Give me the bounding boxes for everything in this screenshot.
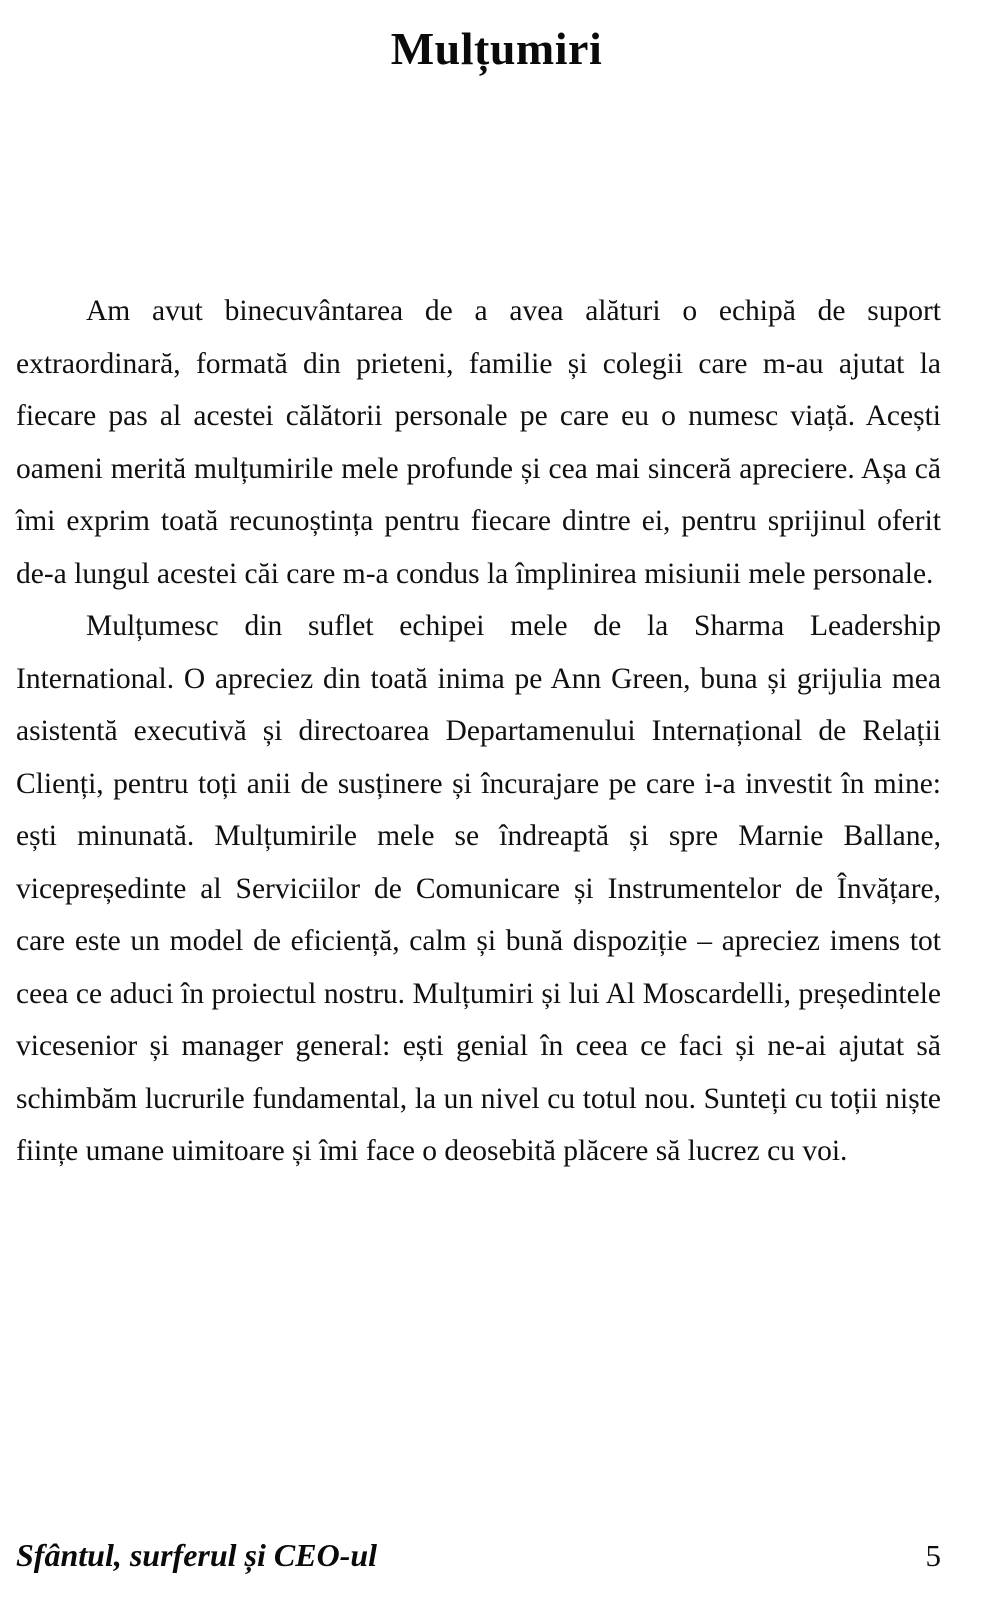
page-footer: [16, 1537, 941, 1574]
footer-book-title: Sfântul, surferul și CEO-ul: [16, 1537, 378, 1573]
footer-page-number: 5: [925, 1538, 941, 1573]
page-title: Mulțumiri: [390, 23, 603, 74]
body-text: [16, 285, 941, 1178]
paragraph-acknowledgments-1: Am avut binecuvântarea de a avea alături o echipă de suport extraordinară, formată din prieteni, familie și colegii care m-au ajutat la fiecare pas al acestei călătorii personale pe care eu o numesc viață. Acești oameni merită mulțumirile mele profunde și cea mai sinceră apreciere. Așa că îmi exprim toată recunoștința pentru fiecare dintre ei, pentru sprijinul oferit de-a lungul acestei căi care m-a condus la împlinirea misiunii mele personale.: [16, 295, 941, 590]
paragraph-acknowledgments-2: Mulțumesc din suflet echipei mele de la Sharma Leadership International. O apreciez din toată inima pe Ann Green, buna și grijulia mea asistentă executivă și directoarea Departamenului Internațional de Relații Clienți, pentru toți anii de susținere și încurajare pe care i-a investit în mine: ești minunată. Mulțumirile mele se îndreaptă și spre Marnie Ballane, vicepreședinte al Serviciilor de Comunicare și Instrumentelor de Învățare, care este un model de eficiență, calm și bună dispoziție – apreciez imens tot ceea ce aduci în proiectul nostru. Mulțumiri și lui Al Moscardelli, președintele vicesenior și manager general: ești genial în ceea ce faci și ne-ai ajutat să schimbăm lucrurile fundamental, la un nivel cu totul nou. Sunteți cu toții niște ființe umane uimitoare și îmi face o deosebită plăcere să lucrez cu voi.: [16, 610, 941, 1167]
